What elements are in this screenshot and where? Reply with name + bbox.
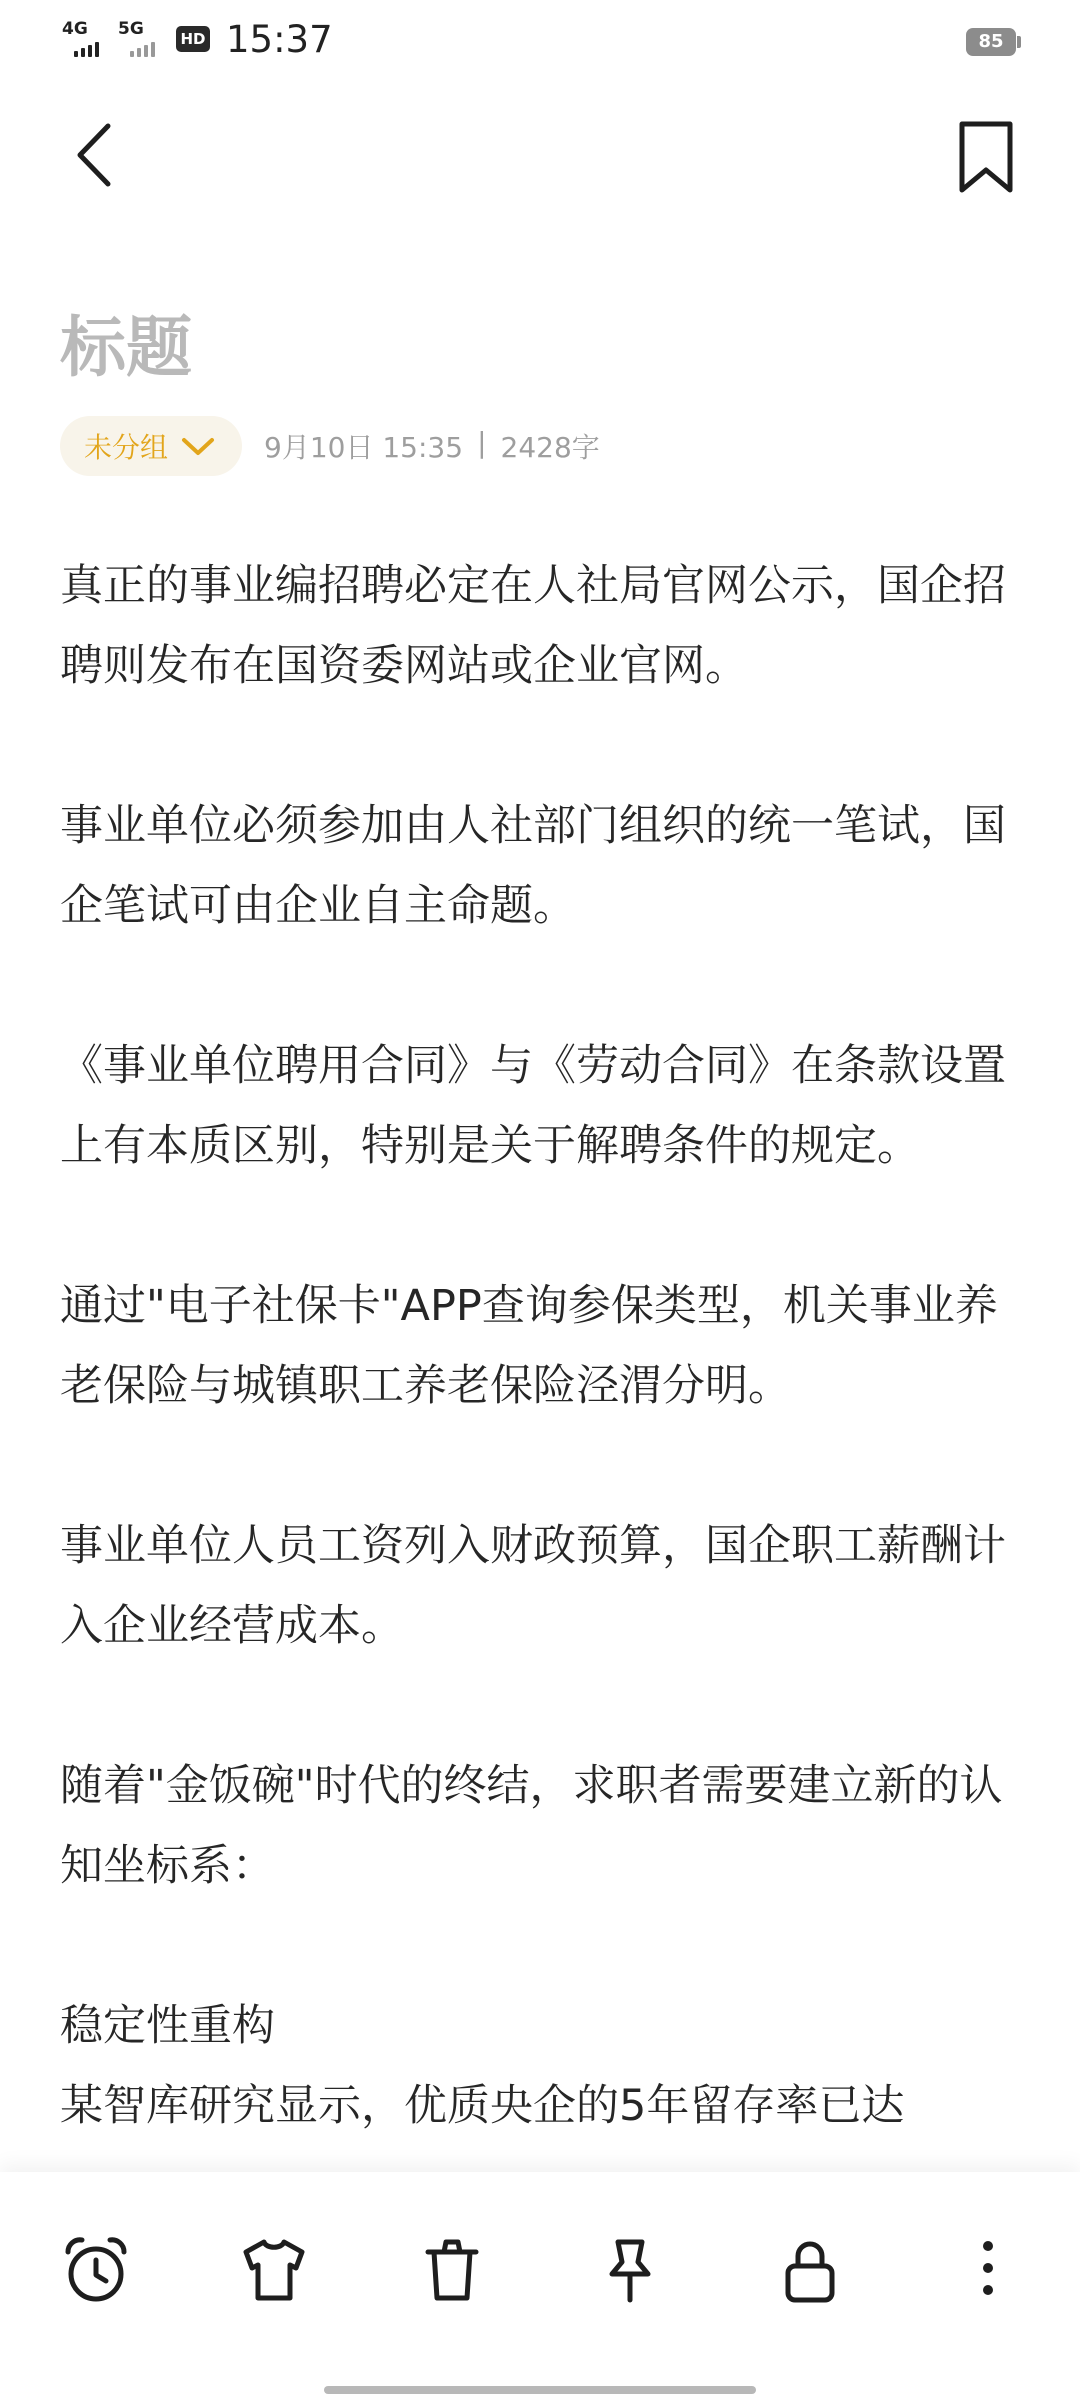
paragraph: 《事业单位聘用合同》与《劳动合同》在条款设置上有本质区别，特别是关于解聘条件的规定。: [60, 1041, 1006, 1171]
paragraph: 随着"金饭碗"时代的终结，求职者需要建立新的认知坐标系：: [60, 1761, 1003, 1891]
more-vertical-icon: [952, 2234, 1024, 2306]
note-meta-row: [60, 416, 600, 476]
bottom-toolbar: [0, 2172, 1080, 2400]
skin-button[interactable]: [234, 2230, 314, 2310]
tshirt-icon: [238, 2234, 310, 2306]
home-indicator[interactable]: [324, 2386, 756, 2394]
paragraph: 事业单位必须参加由人社部门组织的统一笔试，国企笔试可由企业自主命题。: [60, 801, 1006, 931]
paragraph: 事业单位人员工资列入财政预算，国企职工薪酬计入企业经营成本。: [60, 1521, 1006, 1651]
alarm-clock-icon: [60, 2234, 132, 2306]
lock-icon: [774, 2234, 846, 2306]
note-info: [264, 426, 600, 466]
group-label: 未分组: [84, 431, 169, 464]
chevron-left-icon: [64, 118, 128, 192]
note-body[interactable]: [60, 546, 1030, 2146]
group-selector[interactable]: [60, 416, 242, 476]
note-date: 9月10日 15:35: [264, 431, 464, 464]
lock-button[interactable]: [770, 2230, 850, 2310]
note-title-input[interactable]: 标题: [60, 309, 192, 386]
reminder-button[interactable]: [56, 2230, 136, 2310]
status-bar: [0, 0, 1080, 84]
paragraph: 某智库研究显示，优质央企的5年留存率已达: [60, 2081, 905, 2131]
paragraph: 真正的事业编招聘必定在人社局官网公示，国企招聘则发布在国资委网站或企业官网。: [60, 561, 1006, 691]
signal-bars-icon: [74, 42, 99, 57]
hd-voice-icon: HD: [176, 26, 210, 52]
trash-icon: [416, 2234, 488, 2306]
pin-button[interactable]: [590, 2230, 670, 2310]
delete-button[interactable]: [412, 2230, 492, 2310]
status-time: 15:37: [226, 18, 333, 61]
chevron-down-icon: [178, 432, 218, 460]
back-button[interactable]: [64, 118, 128, 192]
battery-icon: [1017, 36, 1021, 48]
word-count: 2428字: [500, 431, 600, 464]
more-button[interactable]: [948, 2230, 1028, 2310]
signal-bars-icon: [130, 42, 155, 57]
pin-icon: [594, 2234, 666, 2306]
network-label-5g: 5G: [118, 19, 144, 39]
paragraph: 通过"电子社保卡"APP查询参保类型，机关事业养老保险与城镇职工养老保险泾渭分明。: [60, 1281, 998, 1411]
battery-level: 85: [966, 28, 1016, 56]
meta-separator: |: [477, 426, 487, 459]
paragraph-heading: 稳定性重构: [60, 2001, 275, 2051]
bookmark-icon: [950, 118, 1022, 198]
network-label-4g: 4G: [62, 19, 88, 39]
bookmark-button[interactable]: [950, 118, 1022, 198]
